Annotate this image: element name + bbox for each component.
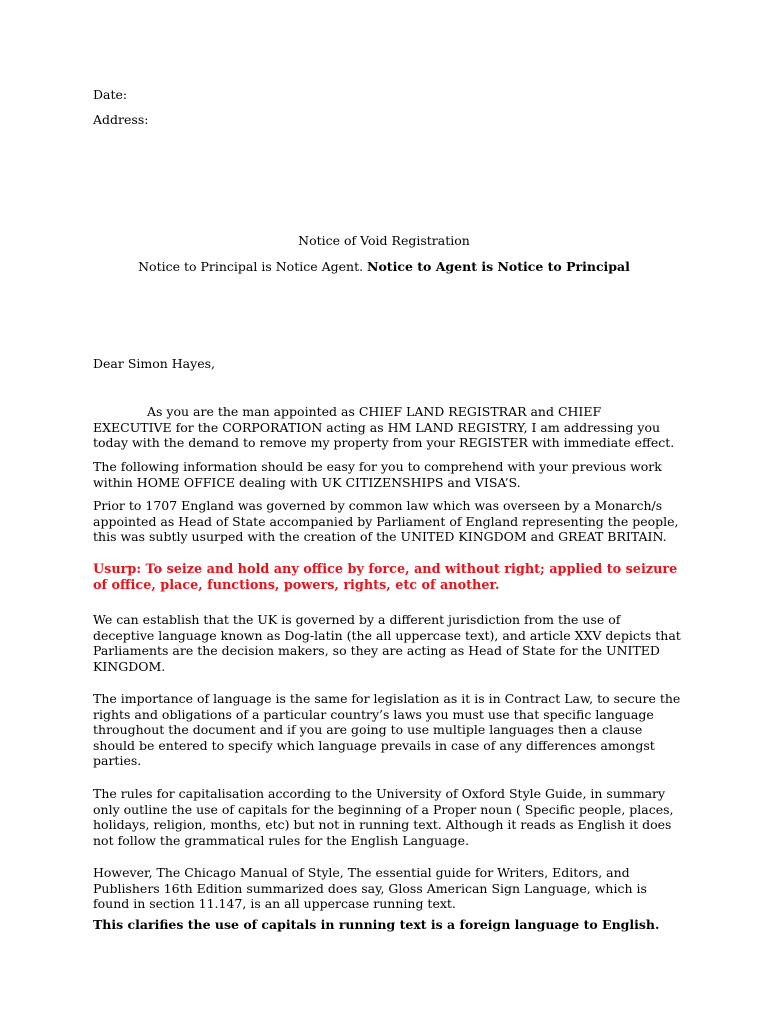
- salutation: Dear Simon Hayes,: [93, 356, 215, 371]
- notice-subtitle: [0, 259, 768, 275]
- address-label: Address:: [93, 112, 149, 127]
- paragraph-home-office: The following information should be easy for you to comprehend with your previous work within HOME OFFICE dealing with UK CITIZENSHIPS and VISA’S.: [93, 459, 662, 490]
- paragraph-usurp-definition: Usurp: To seize and hold any office by force, and without right; applied to seizure of office, place, functions, powers, rights, etc of another.: [93, 562, 678, 594]
- paragraph-jurisdiction: We can establish that the UK is governed by a different jurisdiction from the use of deceptive language known as Dog-latin (the all uppercase text), and article XXV depicts that Parliaments are the decision makers, so they are acting as Head of State for the UNITED KINGDOM.: [93, 612, 681, 674]
- paragraph-oxford: The rules for capitalisation according to the University of Oxford Style Guide, in summary only outline the use of capitals for the beginning of a Proper noun ( Specific people, places, holidays, religion, months, etc) but not in running text. Although it reads as English it does not follow the grammatical rules for the English Language.: [93, 786, 674, 848]
- notice-title: Notice of Void Registration: [298, 233, 470, 248]
- paragraph-demand: [93, 404, 683, 451]
- paragraph-chicago: However, The Chicago Manual of Style, The essential guide for Writers, Editors, and Publishers 16th Edition summarized does say, Gloss American Sign Language, which is found in section 11.147, is an all uppercase running text.: [93, 865, 647, 912]
- paragraph-language: The importance of language is the same for legislation as it is in Contract Law, to secure the rights and obligations of a particular country’s laws you must use that specific language throughout the document and if you are going to use multiple languages then a clause should be entered to specify which language prevails in case of any differences amongst parties.: [93, 691, 681, 769]
- paragraph-conclusion: This clarifies the use of capitals in running text is a foreign language to English.: [93, 917, 660, 932]
- date-label: Date:: [93, 87, 128, 102]
- notice-subtitle-bold: Notice to Agent is Notice to Principal: [367, 259, 630, 274]
- paragraph-history: Prior to 1707 England was governed by common law which was overseen by a Monarch/s appointed as Head of State accompanied by Parliament of England representing the people, this was subtly usurped with the creation of the UNITED KINGDOM and GREAT BRITAIN.: [93, 498, 679, 545]
- paragraph-demand-text: As you are the man appointed as CHIEF LAND REGISTRAR and CHIEF EXECUTIVE for the CORPORATION acting as HM LAND REGISTRY, I am addressing you today with the demand to remove my property from your REGISTER with immediate effect.: [93, 404, 675, 451]
- notice-subtitle-plain: Notice to Principal is Notice Agent.: [138, 259, 364, 274]
